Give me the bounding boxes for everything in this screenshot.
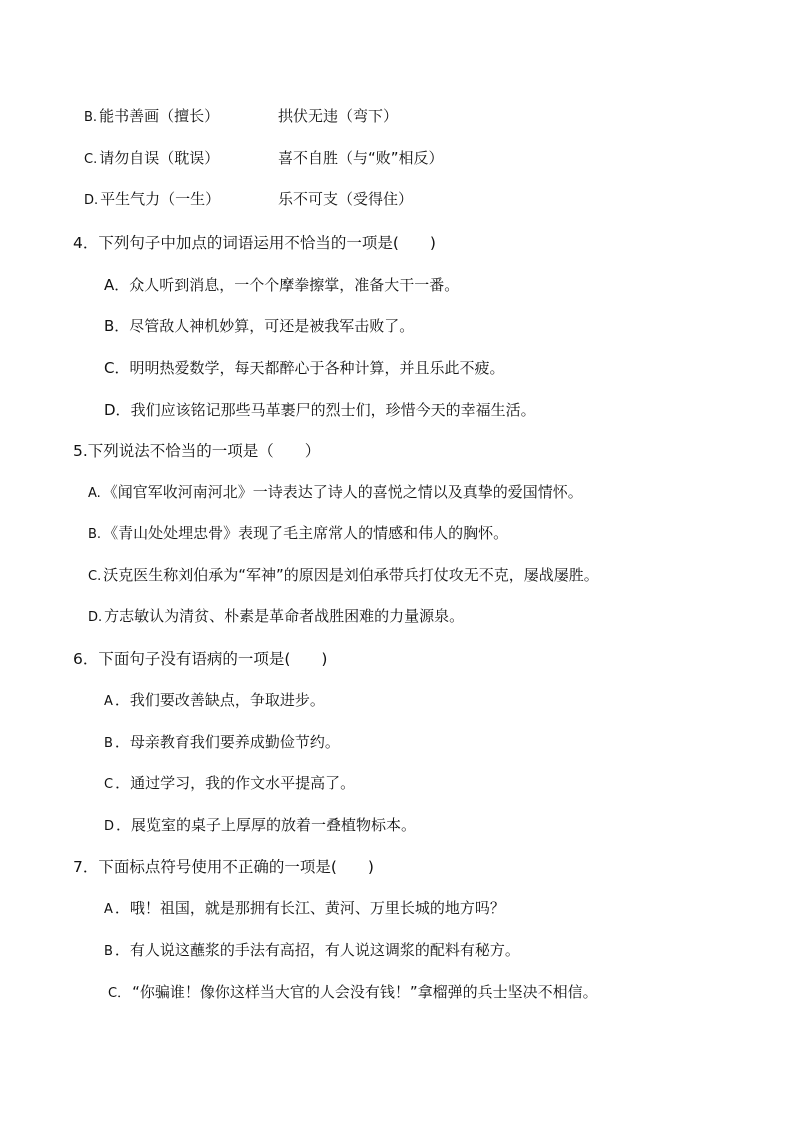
- option-text: 能书善画（擅长）: [99, 107, 220, 125]
- option-label: C.: [88, 569, 102, 584]
- option-label: A．: [104, 276, 130, 294]
- q6-title: 6．下面句子没有语病的一项是( ): [73, 650, 328, 668]
- option-label: B: [104, 736, 113, 751]
- option-label: C．: [104, 359, 130, 377]
- q5-option-c: [88, 565, 599, 587]
- option-label: D．: [104, 401, 131, 419]
- option-label: D.: [84, 193, 99, 208]
- q7-option-b: [104, 940, 520, 962]
- q5-title: 5.下列说法不恰当的一项是（ ）: [73, 442, 321, 460]
- option-label: C.: [84, 152, 98, 167]
- option-text: 《闻官军收河南河北》一诗表达了诗人的喜悦之情以及真挚的爱国情怀。: [102, 483, 583, 501]
- q6-option-c: [104, 773, 355, 795]
- option-label: A: [104, 694, 113, 709]
- q4-option-c: [104, 358, 505, 378]
- q7-option-c: [108, 982, 598, 1004]
- q7-option-a: [104, 898, 505, 920]
- option-text: ．哦！祖国，就是那拥有长江、黄河、万里长城的地方吗？: [114, 899, 505, 917]
- option-label: D.: [88, 610, 103, 625]
- q3-option-d-right: 乐不可支（受得住）: [278, 190, 414, 208]
- q4-title: 4．下列句子中加点的词语运用不恰当的一项是( ): [73, 234, 436, 252]
- q6-option-d: [104, 815, 416, 837]
- option-label: C: [104, 777, 114, 792]
- q3-option-b-left: [84, 106, 219, 128]
- option-text: ．有人说这蘸浆的手法有高招，有人说这调浆的配料有秘方。: [114, 941, 520, 959]
- option-label: B.: [88, 527, 102, 542]
- option-label: A: [104, 902, 113, 917]
- option-text: 尽管敌人神机妙算，可还是被我军击败了。: [129, 317, 415, 335]
- option-text: 方志敏认为清贫、朴素是革命者战胜困难的力量源泉。: [104, 607, 465, 625]
- option-text: 平生气力（一生）: [100, 190, 221, 208]
- option-text: ．我们要改善缺点，争取进步。: [114, 691, 325, 709]
- q7-title: 7．下面标点符号使用不正确的一项是( ): [73, 858, 374, 876]
- option-label: B.: [84, 110, 98, 125]
- q4-option-a: [104, 275, 459, 295]
- q6-option-a: [104, 690, 325, 712]
- option-text: 众人听到消息，一个个摩拳擦掌，准备大干一番。: [129, 276, 460, 294]
- option-text: ．展览室的桌子上厚厚的放着一叠植物标本。: [116, 816, 417, 834]
- option-text: 明明热爱数学，每天都醉心于各种计算，并且乐此不疲。: [129, 359, 505, 377]
- q4-option-b: [104, 316, 414, 336]
- option-label: B．: [104, 317, 130, 335]
- q3-option-d-left: [84, 189, 220, 211]
- option-label: D: [104, 819, 115, 834]
- option-label: A.: [88, 486, 101, 501]
- option-label: C．: [108, 986, 131, 1001]
- option-text: 《青山处处埋忠骨》表现了毛主席常人的情感和伟人的胸怀。: [103, 524, 509, 542]
- option-text: 请勿自误（耽误）: [99, 149, 220, 167]
- option-label: B: [104, 944, 113, 959]
- q5-option-b: [88, 523, 508, 545]
- q5-option-d: [88, 606, 464, 628]
- q3-option-c-left: [84, 148, 219, 170]
- q3-option-b-right: 拱伏无违（弯下）: [278, 107, 399, 125]
- option-text: 我们应该铭记那些马革裹尸的烈士们，珍惜今天的幸福生活。: [130, 401, 536, 419]
- option-text: 沃克医生称刘伯承为“军神”的原因是刘伯承带兵打仗攻无不克，屡战屡胜。: [103, 566, 599, 584]
- option-text: ．通过学习，我的作文水平提高了。: [115, 774, 356, 792]
- option-text: “你骗谁！像你这样当大官的人会没有钱！”拿榴弹的兵士坚决不相信。: [132, 983, 598, 1001]
- q3-option-c-right: 喜不自胜（与“败”相反）: [278, 149, 444, 167]
- q6-option-b: [104, 732, 340, 754]
- option-text: ．母亲教育我们要养成勤俭节约。: [114, 733, 340, 751]
- q5-option-a: [88, 482, 583, 504]
- q4-option-d: [104, 400, 536, 420]
